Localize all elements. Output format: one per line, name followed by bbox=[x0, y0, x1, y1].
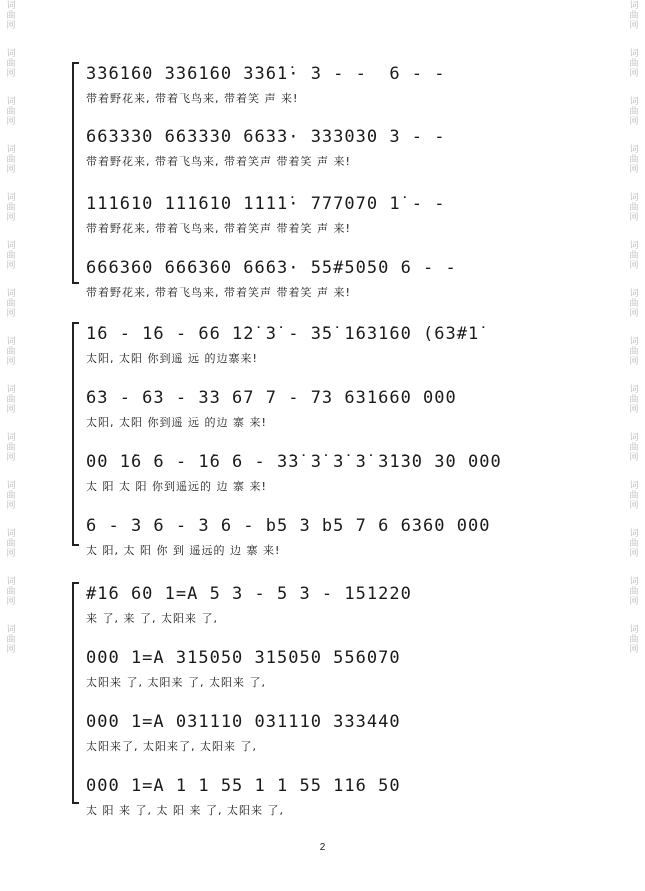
watermark-left bbox=[4, 0, 18, 891]
system-brace bbox=[72, 62, 79, 284]
watermark-mark: 词 曲 网 bbox=[629, 144, 639, 174]
watermark-mark: 词 曲 网 bbox=[629, 336, 639, 366]
notation-line: 1̇6 - 1̇6 - 66 1̇2̇ 3̇ - 3̇5̇ 1̇63̇1̇60 (63#1̇ bbox=[86, 324, 480, 344]
page-number: 2 bbox=[319, 842, 326, 853]
notation-line: 3̇3̇6̇1̇60 3̇3̇6̇1̇60 3̇3̇6̇1̇· 3 - - 6 - - bbox=[86, 64, 446, 84]
staff-1-3 bbox=[86, 194, 572, 238]
notation-line: 63 - 63 - 33 67 7 - 73 631660 000 bbox=[86, 388, 457, 408]
watermark-mark: 词 曲 网 bbox=[629, 192, 639, 222]
notation-line: 000 1=A 031110 031110 333440 bbox=[86, 712, 401, 732]
notation-line: 00 1̇6 6 - 1̇6 6 - 3̇3̇ 3̇ 3̇ 3̇ 3̇1̇3̇0 3̇0 000 bbox=[86, 452, 502, 472]
staff-2-1 bbox=[86, 324, 572, 368]
watermark-mark: 词 曲 网 bbox=[629, 432, 639, 462]
staff-3-2 bbox=[86, 648, 572, 692]
notation-line: 666360 666360 6663· 55#5050 6 - - bbox=[86, 258, 457, 278]
watermark-mark: 词 曲 网 bbox=[6, 48, 16, 78]
watermark-mark: 词 曲 网 bbox=[629, 0, 639, 30]
watermark-mark: 词 曲 网 bbox=[629, 528, 639, 558]
notation-line: 663330 663330 6633· 333030 3 - - bbox=[86, 127, 446, 147]
watermark-mark: 词 曲 网 bbox=[629, 624, 639, 654]
watermark-right bbox=[627, 0, 641, 891]
lyric-line: 太阳来 了, 太阳来 了, 太阳来 了, bbox=[86, 676, 266, 689]
staff-3-3 bbox=[86, 712, 572, 756]
staff-3-4 bbox=[86, 776, 572, 820]
watermark-mark: 词 曲 网 bbox=[6, 0, 16, 30]
watermark-mark: 词 曲 网 bbox=[6, 384, 16, 414]
watermark-mark: 词 曲 网 bbox=[629, 48, 639, 78]
watermark-mark: 词 曲 网 bbox=[6, 480, 16, 510]
staff-2-3 bbox=[86, 452, 572, 496]
score-system-2 bbox=[72, 318, 572, 568]
watermark-mark: 词 曲 网 bbox=[6, 192, 16, 222]
lyric-line: 来 了, 来 了, 太阳来 了, bbox=[86, 612, 218, 625]
notation-line: 1̇1̇1̇610 1̇1̇1̇610 1̇1̇1̇1̇· 777070 1̇ - - bbox=[86, 194, 446, 214]
staff-1-4 bbox=[86, 258, 572, 302]
lyric-line: 太阳, 太阳 你到遥 远 的边 寨 来! bbox=[86, 416, 267, 429]
watermark-mark: 词 曲 网 bbox=[6, 144, 16, 174]
watermark-mark: 词 曲 网 bbox=[629, 96, 639, 126]
watermark-mark: 词 曲 网 bbox=[629, 384, 639, 414]
watermark-mark: 词 曲 网 bbox=[629, 240, 639, 270]
lyric-line: 太 阳, 太 阳 你 到 遥远的 边 寨 来! bbox=[86, 544, 281, 557]
watermark-mark: 词 曲 网 bbox=[629, 288, 639, 318]
staff-1-1 bbox=[86, 64, 572, 108]
lyric-line: 太 阳 来 了, 太 阳 来 了, 太阳来 了, bbox=[86, 804, 284, 817]
watermark-mark: 词 曲 网 bbox=[6, 96, 16, 126]
watermark-mark: 词 曲 网 bbox=[6, 432, 16, 462]
watermark-mark: 词 曲 网 bbox=[629, 576, 639, 606]
system-brace bbox=[72, 582, 79, 804]
lyric-line: 太阳来了, 太阳来了, 太阳来 了, bbox=[86, 740, 257, 753]
score-system-1 bbox=[72, 58, 572, 308]
watermark-mark: 词 曲 网 bbox=[6, 576, 16, 606]
lyric-line: 太阳, 太阳 你到遥 远 的边寨来! bbox=[86, 352, 258, 365]
notation-line: 6 - 3 6 - 3 6 - b5 3 b5 7 6 6360 000 bbox=[86, 516, 491, 536]
notation-line: #1̇6 60 1=A 5 3 - 5 3 - 151220 bbox=[86, 584, 412, 604]
watermark-mark: 词 曲 网 bbox=[6, 528, 16, 558]
staff-2-4 bbox=[86, 516, 572, 560]
staff-3-1 bbox=[86, 584, 572, 628]
lyric-line: 带着野花来, 带着飞鸟来, 带着笑声 带着笑 声 来! bbox=[86, 155, 351, 168]
lyric-line: 带着野花来, 带着飞鸟来, 带着笑声 带着笑 声 来! bbox=[86, 222, 351, 235]
notation-line: 000 1=A 1 1 55 1 1 55 116 50 bbox=[86, 776, 401, 796]
watermark-mark: 词 曲 网 bbox=[6, 240, 16, 270]
staff-2-2 bbox=[86, 388, 572, 432]
lyric-line: 带着野花来, 带着飞鸟来, 带着笑 声 来! bbox=[86, 92, 299, 105]
watermark-mark: 词 曲 网 bbox=[6, 336, 16, 366]
lyric-line: 带着野花来, 带着飞鸟来, 带着笑声 带着笑 声 来! bbox=[86, 286, 351, 299]
staff-1-2 bbox=[86, 127, 572, 171]
notation-line: 000 1=A 315050 315050 556070 bbox=[86, 648, 401, 668]
lyric-line: 太 阳 太 阳 你到遥远的 边 寨 来! bbox=[86, 480, 267, 493]
watermark-mark: 词 曲 网 bbox=[629, 480, 639, 510]
score-system-3 bbox=[72, 578, 572, 828]
watermark-mark: 词 曲 网 bbox=[6, 288, 16, 318]
watermark-mark: 词 曲 网 bbox=[6, 624, 16, 654]
system-brace bbox=[72, 322, 79, 546]
